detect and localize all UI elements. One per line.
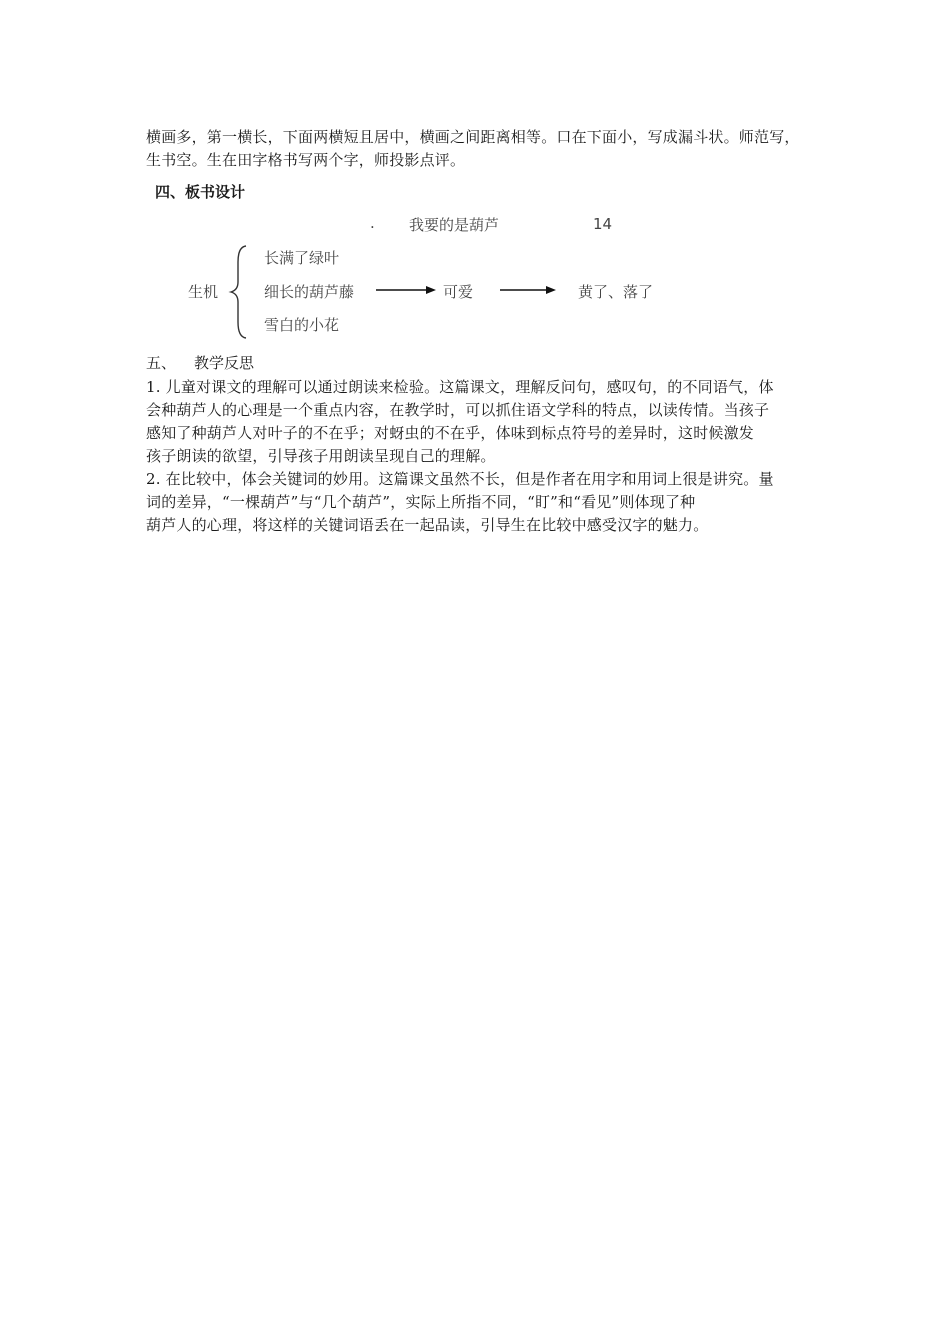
- section-heading-board-design: 四、板书设计: [155, 183, 246, 201]
- arrow-1-head: [426, 286, 436, 294]
- board-branch: 细长的葫芦藤: [264, 283, 355, 301]
- text-line: 2. 在比较中，体会关键词的妙用。这篇课文虽然不长，但是作者在用字和用词上很是讲究。量: [146, 470, 774, 488]
- section-number: 五、: [146, 354, 177, 372]
- text-line: 孩子朗读的欲望，引导孩子用朗读呈现自己的理解。: [146, 447, 496, 465]
- board-branch: 雪白的小花: [264, 316, 340, 334]
- board-title: 我要的是葫芦: [409, 216, 500, 234]
- text-line: 葫芦人的心理，将这样的关键词语丢在一起品读，引导生在比较中感受汉字的魅力。: [146, 516, 709, 534]
- board-title-prefix: .: [370, 214, 375, 232]
- reflection-body: [146, 376, 811, 537]
- text-line: 生书空。生在田字格书写两个字，师投影点评。: [146, 151, 466, 169]
- text-line: 会种葫芦人的心理是一个重点内容，在教学时，可以抓住语文学科的特点，以读传情。当孩子: [146, 401, 770, 419]
- text-line: 横画多，第一横长，下面两横短且居中，横画之间距离相等。口在下面小，写成漏斗状。师范写，: [146, 128, 800, 146]
- board-branch: 长满了绿叶: [264, 249, 340, 267]
- lesson-number: 14: [593, 215, 613, 233]
- text-line: 1. 儿童对课文的理解可以通过朗读来检验。这篇课文，理解反问句，感叹句，的不同语气，体: [146, 378, 774, 396]
- board-flow-step: 可爱: [443, 283, 474, 301]
- section-heading-reflection: [146, 352, 254, 373]
- arrow-2-head: [546, 286, 556, 294]
- section-title: 教学反思: [194, 354, 255, 372]
- text-line: 感知了种葫芦人对叶子的不在乎；对蚜虫的不在乎，体味到标点符号的差异时，这时候激发: [146, 424, 755, 442]
- curly-brace: [231, 246, 246, 338]
- board-flow-step: 黄了、落了: [578, 283, 654, 301]
- board-root: 生机: [188, 283, 219, 301]
- text-line: 词的差异，“一棵葫芦”与“几个葫芦”，实际上所指不同，“盯”和“看见”则体现了种: [146, 493, 696, 511]
